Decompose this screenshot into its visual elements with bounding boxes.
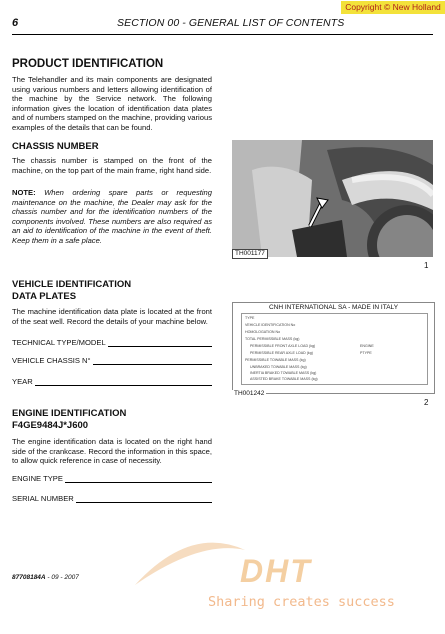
year-label: YEAR	[12, 377, 33, 386]
document-date: - 09 - 2007	[45, 574, 79, 581]
chassis-note	[12, 188, 212, 246]
figure-1-caption: TH001177	[232, 249, 268, 259]
page-number: 6	[12, 17, 19, 29]
vehicle-heading-line1: VEHICLE IDENTIFICATION	[12, 279, 132, 290]
engine-identification-text: The engine identification data is located on the right hand side of the crankcase. Record the information in this space, to allow quick reference in case of necessity.	[12, 437, 212, 466]
plate-row: VEHICLE IDENTIFICATION No	[245, 323, 296, 327]
plate-row: INERTIA BRAKED TOWABLE MASS (kg)	[250, 371, 317, 375]
chassis-number-text: The chassis number is stamped on the front of the machine, on the top part of the main frame, right hand side.	[12, 156, 212, 175]
engine-model-code: F4GE9484J*J600	[12, 420, 89, 431]
watermark-slogan: Sharing creates success	[208, 594, 395, 610]
document-footer	[12, 574, 79, 581]
vehicle-heading-line2: DATA PLATES	[12, 291, 77, 302]
engine-identification-heading	[12, 408, 126, 432]
vehicle-identification-heading	[12, 279, 131, 303]
plate-row: PERMISSIBLE FRONT AXLE LOAD (kg)	[250, 344, 316, 348]
year-line	[35, 377, 212, 386]
technical-type-line	[108, 338, 212, 347]
chassis-number-heading: CHASSIS NUMBER	[12, 141, 99, 152]
vehicle-identification-text: The machine identification data plate is located at the front of the seat well. Record the details of your machine below.	[12, 307, 212, 326]
plate-row: UNBRAKED TOWABLE MASS (kg)	[250, 365, 307, 369]
note-text: When ordering spare parts or requesting maintenance on the machine, the Dealer may ask for the chassis number and for the identification numbers of the components involved. These numbers are also required as an aid to identification of the machine in the event of theft. Keep them in a safe place.	[12, 188, 212, 245]
engine-type-line	[65, 474, 212, 483]
data-plate-title: CNH INTERNATIONAL SA - MADE IN ITALY	[268, 304, 399, 311]
product-identification-heading: PRODUCT IDENTIFICATION	[12, 58, 164, 70]
engine-type-label: ENGINE TYPE	[12, 474, 63, 483]
chassis-number-line	[93, 356, 212, 365]
plate-row: TOTAL PERMISSIBLE MASS (kg)	[245, 337, 300, 341]
document-code: 87708184A	[12, 574, 46, 581]
figure-1-number: 1	[424, 261, 429, 270]
chassis-photo-illustration	[232, 140, 433, 257]
technical-type-field	[12, 338, 212, 347]
plate-row: PERMISSIBLE REAR AXLE LOAD (kg)	[250, 351, 313, 355]
copyright-banner: Copyright © New Holland	[341, 1, 445, 14]
watermark-swoosh	[130, 535, 250, 595]
serial-number-label: SERIAL NUMBER	[12, 494, 74, 503]
plate-side-label: PTYPE	[360, 351, 372, 355]
serial-number-field	[12, 494, 212, 503]
chassis-number-field	[12, 356, 212, 365]
plate-row: TYPE	[245, 316, 255, 320]
header-rule	[12, 34, 433, 35]
data-plate-figure	[232, 302, 435, 394]
engine-type-field	[12, 474, 212, 483]
year-field	[12, 377, 212, 386]
figure-2-caption: TH001242	[234, 390, 265, 397]
plate-row: ASSISTED BRAKE TOWABLE MASS (kg)	[250, 377, 318, 381]
plate-side-label: ENGINE	[360, 344, 374, 348]
plate-row: HOMOLOGATION No	[245, 330, 281, 334]
serial-number-line	[76, 494, 212, 503]
plate-row: PERMISSIBLE TOWABLE MASS (kg)	[245, 358, 306, 362]
watermark-logo: DHT	[240, 553, 312, 589]
figure-2-number: 2	[424, 398, 429, 407]
product-identification-text: The Telehandler and its main components are designated using various numbers and letters allowing identification of the machine by the Service network. The following information gives the location of identification data plates and of numbers stamped on the machine, providing various examples of the details that can be found.	[12, 75, 212, 132]
chassis-photo	[232, 140, 433, 257]
chassis-number-label: VEHICLE CHASSIS N°	[12, 356, 91, 365]
note-label: NOTE:	[12, 188, 36, 197]
section-title: SECTION 00 - GENERAL LIST OF CONTENTS	[117, 17, 345, 29]
data-plate-body	[241, 313, 428, 385]
technical-type-label: TECHNICAL TYPE/MODEL	[12, 338, 106, 347]
engine-heading-line1: ENGINE IDENTIFICATION	[12, 408, 127, 419]
